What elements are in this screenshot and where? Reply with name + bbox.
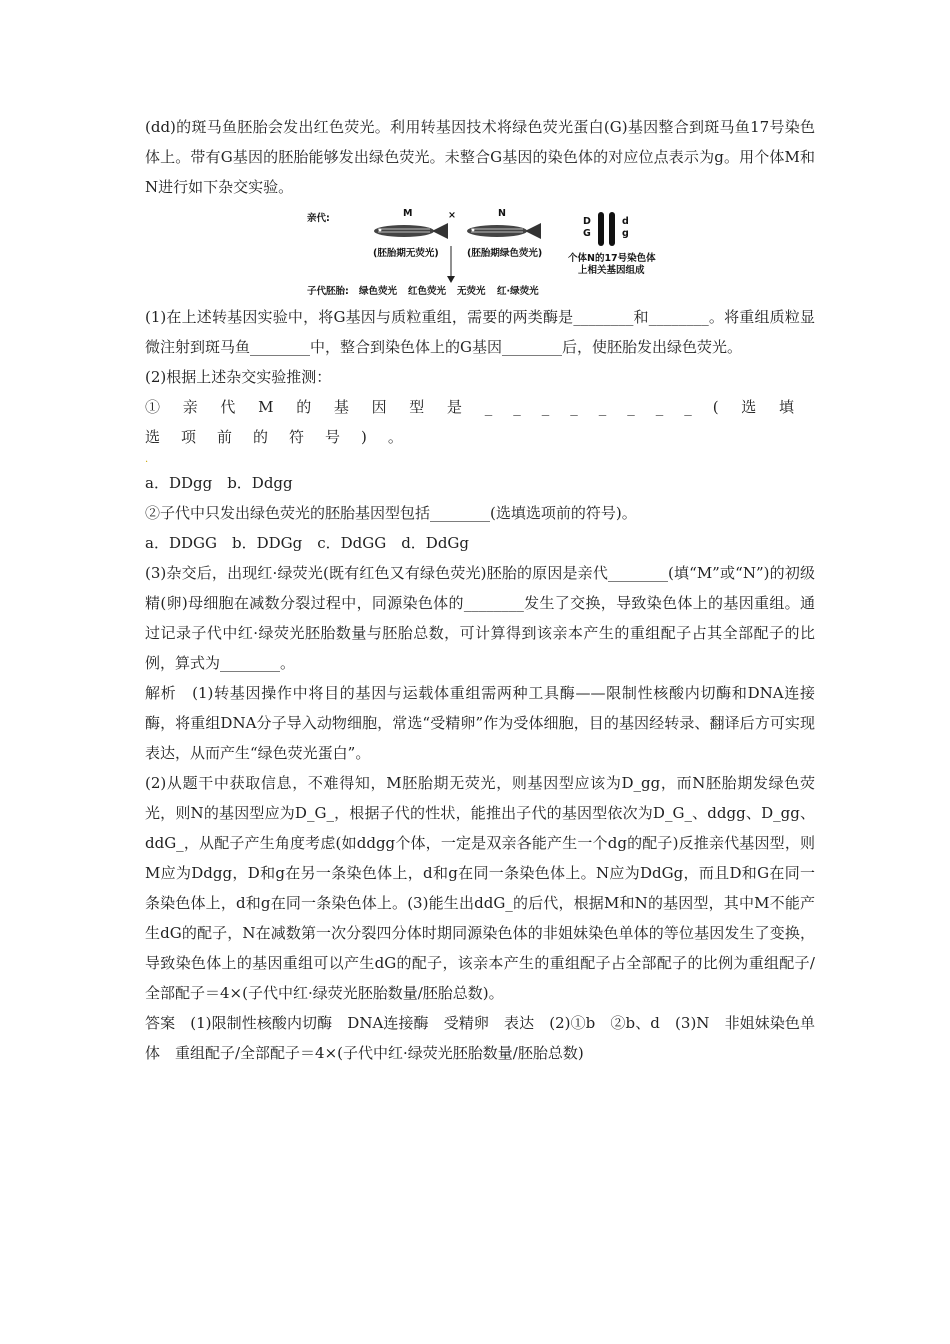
question-3: (3)杂交后，出现红·绿荧光(既有红色又有绿色荧光)胚胎的原因是亲代________(填“M”或“N”)的初级精(卵)母细胞在减数分裂过程中，同源染色体的________发生了交换，导致染色体上的基因重组。通过记录子代中红·绿荧光胚胎数量与胚胎总数，可计算得到该亲本产生的重组配子占其全部配子的比例，算式为________。 [145,564,815,672]
analysis-part-2: (2)从题干中获取信息，不难得知，M胚胎期无荧光，则基因型应该为D_gg，而N胚胎期发绿色荧光，则N的基因型应为D_G_，根据子代的性状，能推出子代的基因型依次为D_G_、ddgg、D_gg、ddG_，从配子产生角度考虑(如ddgg个体，一定是双亲各能产生一个dg的配子)反推亲代基因型，则M应为Ddgg，D和g在另一条染色体上，d和g在同一条染色体上。N应为DdGg，而且D和G在同一条染色体上，d和g在同一条染色体上。(3)能生出ddG_的后代，根据M和N的基因型，其中M不能产生dG的配子，N在减数第一次分裂四分体时期同源染色体的非姐妹染色单体的等位基因发生了变换，导致染色体上的基因重组可以产生dG的配子，该亲本产生的重组配子占全部配子的比例为重组配子/全部配子＝4×(子代中红·绿荧光胚胎数量/胚胎总数)。 [145,774,815,1002]
question-2: (2)根据上述杂交实验推测： [145,368,332,386]
chromosome-left-genes: D G [583,216,591,239]
chromosome-pair-icon [597,212,617,246]
down-arrow-icon [445,246,457,284]
parent-m-label: M [403,208,413,219]
stray-mark: . [145,454,149,465]
parent-n-label: N [498,208,506,219]
chromosome-right-genes: d g [622,216,629,239]
question-2-part-2: ②子代中只发出绿色荧光的胚胎基因型包括________(选填选项前的符号)。 [145,504,637,522]
offspring-red: 红色荧光 [408,286,447,297]
answer: 答案 (1)限制性核酸内切酶 DNA连接酶 受精卵 表达 (2)①b ②b、d (3)N 非姐妹染色单体 重组配子/全部配子＝4×(子代中红·绿荧光胚胎数量/胚胎总数) [145,1014,815,1062]
zebrafish-n-icon [463,220,543,242]
offspring-red-green: 红·绿荧光 [497,286,539,297]
question-2-part-1: ①亲代M的基因型是________(选填选项前的符号)。 [145,398,815,446]
cross-symbol: × [448,210,456,221]
n-caption: (胚胎期绿色荧光) [467,248,543,259]
offspring-none: 无荧光 [457,286,486,297]
zebrafish-m-icon [370,220,450,242]
question-2-part-1-options: a．DDgg b．Ddgg [145,474,293,492]
chromosome-caption-1: 个体N的17号染色体 [568,253,656,264]
chromosome-caption-2: 上相关基因组成 [578,265,645,276]
analysis-part-1: 解析 (1)转基因操作中将目的基因与运载体重组需两种工具酶——限制性核酸内切酶和DNA连接酶，将重组DNA分子导入动物细胞，常选“受精卵”作为受体细胞，目的基因经转录、翻译后方可实现表达，从而产生“绿色荧光蛋白”。 [145,684,815,762]
intro-paragraph: (dd)的斑马鱼胚胎会发出红色荧光。利用转基因技术将绿色荧光蛋白(G)基因整合到斑马鱼17号染色体上。带有G基因的胚胎能够发出绿色荧光。未整合G基因的染色体的对应位点表示为g。用个体M和N进行如下杂交实验。 [145,118,815,196]
question-2-part-2-options: a．DDGG b．DDGg c．DdGG d．DdGg [145,534,470,552]
document-page [145,112,815,1068]
offspring-green: 绿色荧光 [359,286,398,297]
cross-experiment-figure [145,206,815,302]
offspring-label: 子代胚胎: [307,286,349,297]
parent-label: 亲代: [307,213,330,224]
question-1: (1)在上述转基因实验中，将G基因与质粒重组，需要的两类酶是________和________。将重组质粒显微注射到斑马鱼________中，整合到染色体上的G基因________后，使胚胎发出绿色荧光。 [145,308,815,356]
m-caption: (胚胎期无荧光) [373,248,439,259]
